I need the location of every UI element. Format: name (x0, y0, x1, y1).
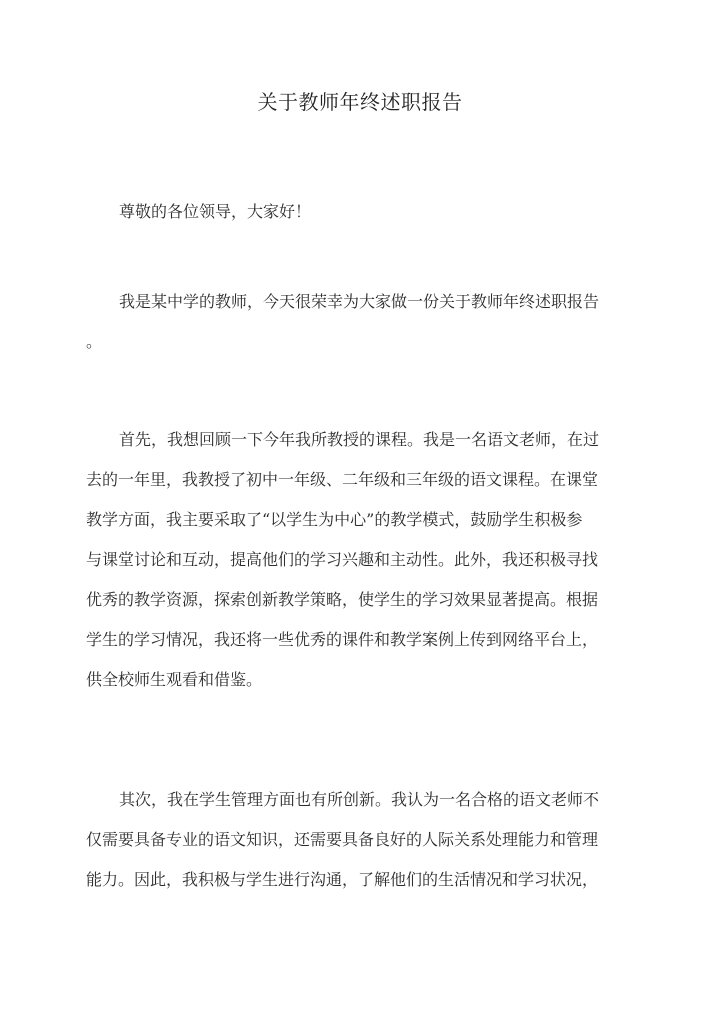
paragraph-line: 去的一年里，我教授了初中一年级、二年级和三年级的语文课程。在课堂 (86, 470, 599, 489)
paragraph-line: 与课堂讨论和互动，提高他们的学习兴趣和主动性。此外，我还积极寻找 (86, 550, 599, 569)
paragraph-courses (86, 420, 634, 700)
paragraph-line: 仅需要具备专业的语文知识，还需要具备良好的人际关系处理能力和管理 (86, 830, 599, 849)
paragraph-line: 供全校师生观看和借鉴。 (86, 670, 263, 689)
document-title: 关于教师年终述职报告 (257, 90, 463, 114)
paragraph-intro (86, 282, 634, 362)
paragraph-line: 学生的学习情况，我还将一些优秀的课件和教学案例上传到网络平台上， (86, 630, 599, 649)
paragraph-management (86, 780, 634, 900)
paragraph-line: 其次，我在学生管理方面也有所创新。我认为一名合格的语文老师不 (119, 790, 600, 809)
paragraph-line: 教学方面，我主要采取了“以学生为中心”的教学模式，鼓励学生积极参 (86, 510, 583, 529)
paragraph-line: 优秀的教学资源，探索创新教学策略，使学生的学习效果显著提高。根据 (86, 590, 599, 609)
paragraph-line: 能力。因此，我积极与学生进行沟通，了解他们的生活情况和学习状况， (86, 870, 599, 889)
greeting-text: 尊敬的各位领导，大家好！ (119, 202, 312, 221)
greeting-paragraph (86, 192, 634, 232)
paragraph-line: 。 (86, 332, 103, 351)
paragraph-line: 首先，我想回顾一下今年我所教授的课程。我是一名语文老师，在过 (119, 430, 600, 449)
paragraph-line: 我是某中学的教师，今天很荣幸为大家做一份关于教师年终述职报告 (119, 292, 600, 311)
